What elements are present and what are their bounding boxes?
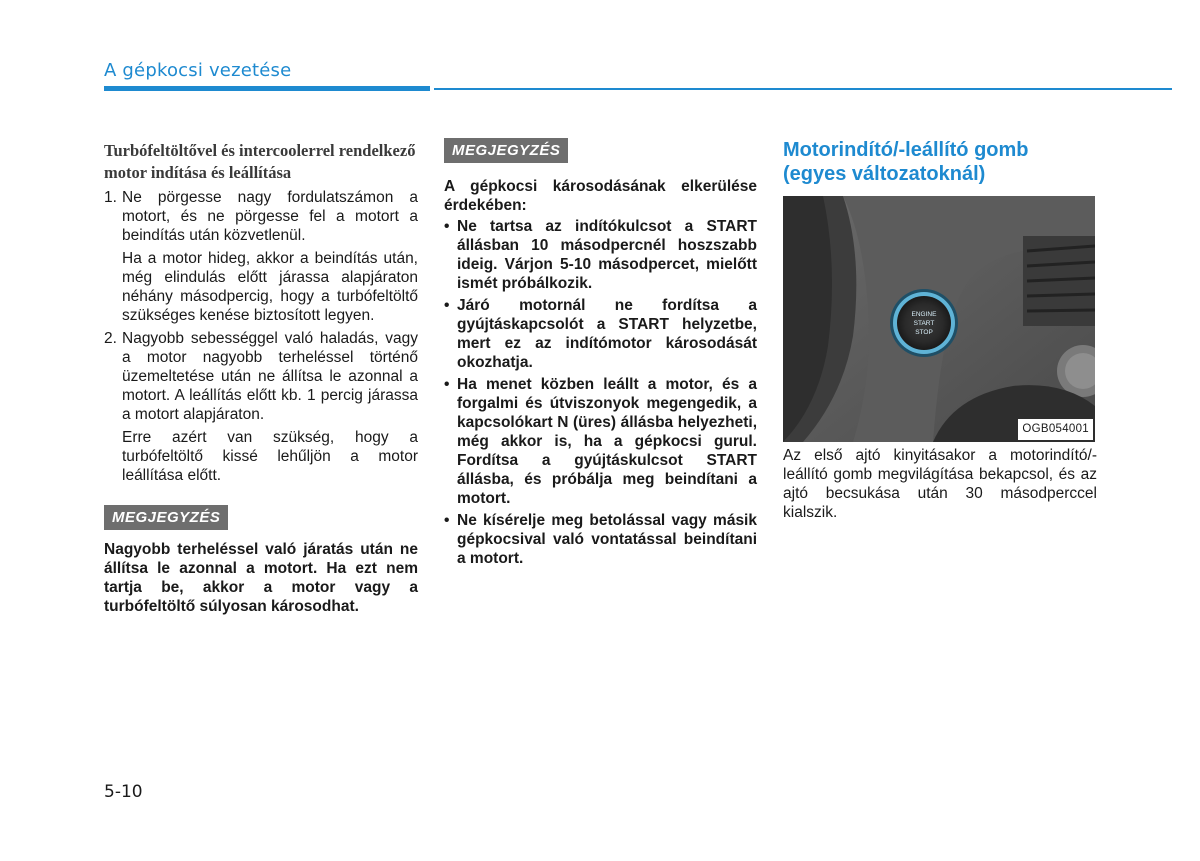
item-text: Nagyobb sebességgel való haladás, vagy a motor nagyobb terheléssel történő üzemeltetése után ne állítsa le azonnal a motort. A leállítás előtt kb. 1 percig járassa a motort alapjáraton.	[122, 330, 418, 423]
button-label-engine: ENGINE	[911, 311, 937, 318]
dashboard-illustration	[783, 196, 1095, 442]
note-intro: A gépkocsi károsodásának elkerülése érdekében:	[444, 178, 757, 214]
section-heading-start-button: Motorindító/-leállító gomb (egyes változatoknál)	[783, 139, 1029, 185]
bullet-text: Járó motornál ne fordítsa a gyújtáskapcsolót a START helyzetbe, mert ez az indítómotor károsodását okozhatja.	[457, 297, 757, 371]
item-text: Ne pörgesse nagy fordulatszámon a motort, és ne pörgesse fel a motort a beindítás után közvetlenül.	[122, 189, 418, 244]
header-rule-thick	[104, 86, 430, 91]
list-item	[104, 188, 418, 325]
note-label: MEGJEGYZÉS	[444, 138, 568, 163]
list-item	[104, 329, 418, 485]
numbered-list	[104, 188, 418, 485]
list-item: • Ha menet közben leállt a motor, és a forgalmi és útviszonyok megengedik, a kapcsolókart N (üres) állásba helyezheti, még akkor is, ha a gépkocsi gurul. Fordítsa a gyújtáskulcsot START állásba, és próbálja meg beindítani a motort.	[444, 376, 757, 507]
engine-start-button-photo	[783, 196, 1095, 442]
item-extra-text: Ha a motor hideg, akkor a beindítás után, még elindulás előtt járassa alapjáraton néhány másodpercig, hogy a turbófeltöltő szükséges kenése biztosított legyen.	[122, 250, 418, 324]
note-text: Nagyobb terheléssel való járatás után ne állítsa le azonnal a motort. Ha ezt nem tartja be, akkor a motor vagy a turbófeltöltő súlyosan károsodhat.	[104, 541, 418, 615]
page-number: 5-10	[104, 782, 143, 802]
bullet-text: Ne kísérelje meg betolással vagy másik gépkocsival való vontatással beindítani a motort.	[457, 512, 757, 567]
bullet-text: Ha menet közben leállt a motor, és a forgalmi és útviszonyok megengedik, a kapcsolókart N (üres) állásba helyezheti, még akkor is, ha a gépkocsi gurul. Fordítsa a gyújtáskulcsot START állásba, és próbálja meg beindítani a motort.	[457, 376, 757, 507]
list-item: • Ne tartsa az indítókulcsot a START állásban 10 másodpercnél hoszszabb ideig. Várjon 5-10 másodpercet, mielőtt ismét próbálkozik.	[444, 218, 757, 292]
column-middle	[444, 138, 757, 571]
item-number: 2.	[104, 330, 117, 347]
note-label: MEGJEGYZÉS	[104, 505, 228, 530]
list-item: • Járó motornál ne fordítsa a gyújtáskapcsolót a START helyzetbe, mert ez az indítómotor károsodását okozhatja.	[444, 297, 757, 371]
column-right	[783, 138, 1097, 538]
item-number: 1.	[104, 189, 117, 206]
bullet-list	[444, 217, 757, 568]
chapter-title: A gépkocsi vezetése	[104, 60, 292, 81]
section-heading-turbo: Turbófeltöltővel és intercoolerrel rendelkező motor indítása és leállítása	[104, 141, 416, 182]
header-rule-thin	[434, 88, 1172, 90]
button-label-start: START	[913, 320, 935, 327]
column-left	[104, 140, 418, 616]
bullet-text: Ne tartsa az indítókulcsot a START állásban 10 másodpercnél hoszszabb ideig. Várjon 5-10 másodpercet, mielőtt ismét próbálkozik.	[457, 218, 757, 292]
item-extra-text: Erre azért van szükség, hogy a turbófeltöltő kissé lehűljön a motor leállítása előtt.	[122, 429, 418, 484]
photo-caption: Az első ajtó kinyitásakor a motorindító/-leállító gomb megvilágítása bekapcsol, és az ajtó becsukása után 30 másodperccel kialszik.	[783, 447, 1097, 521]
list-item: • Ne kísérelje meg betolással vagy másik gépkocsival való vontatással beindítani a motort.	[444, 512, 757, 567]
button-label-stop: STOP	[915, 329, 933, 336]
photo-code: OGB054001	[1018, 419, 1093, 440]
